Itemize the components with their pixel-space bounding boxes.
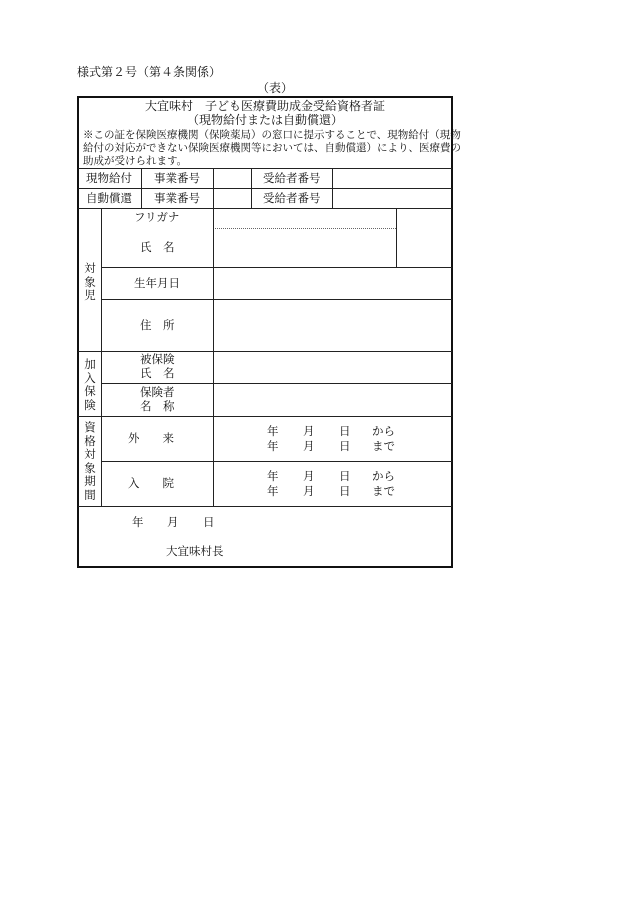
date-month: 月 — [303, 424, 315, 438]
issuer-name: 大宜味村長 — [166, 544, 224, 558]
photo-box-edge — [396, 208, 397, 267]
furigana-divider — [213, 228, 396, 229]
rule — [213, 168, 214, 208]
notice-line-3: 助成が受けられます。 — [83, 155, 188, 167]
rule — [101, 267, 452, 268]
rule — [78, 506, 452, 507]
rule — [78, 168, 452, 169]
rule — [141, 168, 142, 208]
name-label: 氏 名 — [140, 240, 175, 254]
date-from: から — [372, 469, 395, 483]
birthdate-label: 生年月日 — [134, 276, 180, 290]
notice-line-1: ※この証を保険医療機関（保険薬局）の窓口に提示することで、現物給付（現物 — [83, 129, 461, 141]
period-group-label: 資格対象期間 — [84, 420, 96, 502]
insurer-label-2: 名 称 — [140, 399, 175, 413]
jidou-label: 自動償還 — [86, 191, 132, 205]
date-until: まで — [372, 484, 395, 498]
issue-date-month: 月 — [167, 515, 179, 529]
rule — [332, 168, 333, 208]
address-label: 住 所 — [140, 318, 175, 332]
rule — [101, 299, 452, 300]
inpatient-label: 入 院 — [128, 476, 174, 490]
side-label: （表） — [257, 81, 294, 95]
rule — [213, 208, 214, 506]
insured-label-1: 被保険 — [140, 352, 175, 366]
rule — [78, 351, 452, 352]
date-year: 年 — [267, 424, 279, 438]
date-year: 年 — [267, 484, 279, 498]
furigana-label: フリガナ — [134, 210, 180, 224]
date-day: 日 — [339, 469, 351, 483]
genbutsu-label: 現物給付 — [86, 171, 132, 185]
date-day: 日 — [339, 424, 351, 438]
insured-label-2: 氏 名 — [140, 366, 175, 380]
date-month: 月 — [303, 439, 315, 453]
issue-date-year: 年 — [132, 515, 144, 529]
jukyusha-number-label: 受給者番号 — [263, 171, 321, 185]
form-number: 様式第２号（第４条関係） — [77, 65, 222, 79]
child-group-label: 対象児 — [84, 261, 96, 302]
date-day: 日 — [339, 484, 351, 498]
jukyusha-number-label: 受給者番号 — [263, 191, 321, 205]
rule — [101, 208, 102, 506]
jigyou-number-label: 事業番号 — [154, 191, 200, 205]
date-year: 年 — [267, 439, 279, 453]
insurer-label-1: 保険者 — [140, 385, 175, 399]
date-day: 日 — [339, 439, 351, 453]
title-line-1: 大宜味村 子ども医療費助成金受給資格者証 — [144, 99, 385, 113]
notice-line-2: 給付の対応ができない保険医療機関等においては、自動償還）により、医療費の — [83, 142, 461, 154]
jigyou-number-label: 事業番号 — [154, 171, 200, 185]
date-year: 年 — [267, 469, 279, 483]
date-month: 月 — [303, 469, 315, 483]
rule — [78, 188, 452, 189]
date-month: 月 — [303, 484, 315, 498]
date-from: から — [372, 424, 395, 438]
title-line-2: （現物給付または自動償還） — [186, 113, 343, 127]
rule — [101, 383, 452, 384]
rule — [101, 461, 452, 462]
issue-date-day: 日 — [203, 515, 215, 529]
outpatient-label: 外 来 — [128, 431, 174, 445]
rule — [78, 416, 452, 417]
date-until: まで — [372, 439, 395, 453]
insurance-group-label: 加入保険 — [84, 357, 96, 412]
rule — [251, 168, 252, 208]
